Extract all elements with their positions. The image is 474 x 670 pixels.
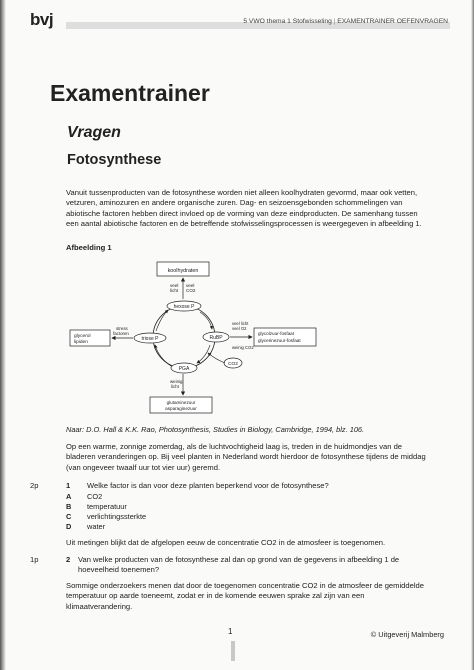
glycerinezuur-label: glycerinezuur-fosfaat <box>258 338 301 343</box>
q2-number: 2 <box>66 555 71 564</box>
annot-top-1: veel <box>170 283 179 288</box>
arrow-co2-in <box>208 353 225 363</box>
annot-top-3: veel <box>186 283 195 288</box>
paragraph-2: Op een warme, zonnige zomerdag, als de luchtvochtigheid laag is, treden in de huidmondjes van de bladeren veranderingen op. Bij veel planten in Nederland wordt hierdoor de fotosynthese tijdens de middag (van ongeveer twaalf uur tot vier uur) geremd. <box>66 442 426 472</box>
page-number: 1 <box>228 627 233 636</box>
q1-option-b-letter: B <box>66 502 72 511</box>
annot-left-2: factoren <box>113 331 129 336</box>
rubp-label: RuBP <box>209 335 223 341</box>
cycle-arrow-3 <box>155 345 171 366</box>
glycolzuur-label: glycolzuur-fosfaat <box>258 331 295 336</box>
breadcrumb-separator: | <box>333 18 336 25</box>
co2-label: CO2 <box>228 362 238 367</box>
q1-option-a: CO2 <box>87 492 103 501</box>
asparagine-label: asparaginezuur <box>165 406 197 411</box>
annot-top-4: CO2 <box>186 288 196 293</box>
koolhydraten-label: koolhydraten <box>167 268 199 274</box>
lipiden-label: lipiden <box>74 340 88 345</box>
intro-paragraph: Vanuit tussenproducten van de fotosynthese worden niet alleen koolhydraten gevormd, maar ook vetten, vetzuren, aminozuren en andere organische zuren. Dag- en seizoensgebonden schommelingen van abiotische factoren hebben direct invloed op de vorming van deze eindproducten. De samenhang tussen een aantal abiotische factoren en de betreffende stofwisselingsprocessen is weergegeven in afbeelding 1. <box>66 188 422 229</box>
glycerol-label: glycerol <box>74 334 91 339</box>
pga-label: PGA <box>178 366 190 372</box>
q1-option-a-letter: A <box>66 492 72 501</box>
copyright: © Uitgeverij Malmberg <box>370 630 444 639</box>
q1-text: Welke factor is dan voor deze planten beperkend voor de fotosynthese? <box>87 481 329 490</box>
page-title: Examentrainer <box>50 80 210 106</box>
q1-option-b: temperatuur <box>87 502 127 511</box>
annot-right-1: veel licht <box>232 321 249 326</box>
triose-label: triose P <box>141 336 159 342</box>
breadcrumb-chapter: 5 VWO thema 1 Stofwisseling <box>243 18 332 25</box>
annot-right-2: veel O2 <box>232 326 247 331</box>
annot-bottom-1: weinig <box>170 379 183 384</box>
q2-points: 1p <box>30 555 39 564</box>
hexose-label: hexose P <box>173 304 195 310</box>
cycle-arrow-2 <box>197 345 210 363</box>
breadcrumb-section: EXAMENTRAINER OEFENVRAGEN <box>337 18 448 25</box>
brand-logo: bvj <box>30 10 54 29</box>
annot-top-2: licht <box>170 288 179 293</box>
topic-heading: Fotosynthese <box>67 152 162 168</box>
glutamine-label: glutaminezuur <box>166 400 196 405</box>
q1-option-c: verlichtingssterkte <box>87 512 147 521</box>
annot-right-3: weinig CO2 <box>232 345 254 350</box>
q1-number: 1 <box>66 481 71 490</box>
paragraph-3: Uit metingen blijkt dat de afgelopen eeuw de concentratie CO2 in de atmosfeer is toegenomen. <box>66 538 386 547</box>
header-breadcrumb <box>243 18 448 25</box>
q1-option-d: water <box>87 522 106 531</box>
q1-points: 2p <box>30 481 39 490</box>
photosynthesis-diagram <box>60 257 330 417</box>
figure-source: Naar: D.O. Hall & K.K. Rao, Photosynthesis, Studies in Biology, Cambridge, 1994, blz. 106. <box>66 425 365 434</box>
annot-left-1: stress <box>116 326 128 331</box>
paragraph-4: Sommige onderzoekers menen dat door de toegenomen concentratie CO2 in de atmosfeer de gemiddelde temperatuur op aarde toeneemt, zodat er in de komende eeuwen sprake zal zijn van een klimaatverandering. <box>66 581 424 611</box>
scan-edge-left <box>0 0 6 670</box>
subtitle: Vragen <box>67 124 121 141</box>
annot-bottom-2: licht <box>171 384 179 389</box>
q1-option-c-letter: C <box>66 512 72 521</box>
q1-option-d-letter: D <box>66 522 72 531</box>
q2-text: Van welke producten van de fotosynthese zal dan op grond van de gegevens in afbeelding 1 de hoeveelheid toenemen? <box>78 555 400 575</box>
figure-label: Afbeelding 1 <box>66 243 112 252</box>
page-mark <box>231 641 235 661</box>
